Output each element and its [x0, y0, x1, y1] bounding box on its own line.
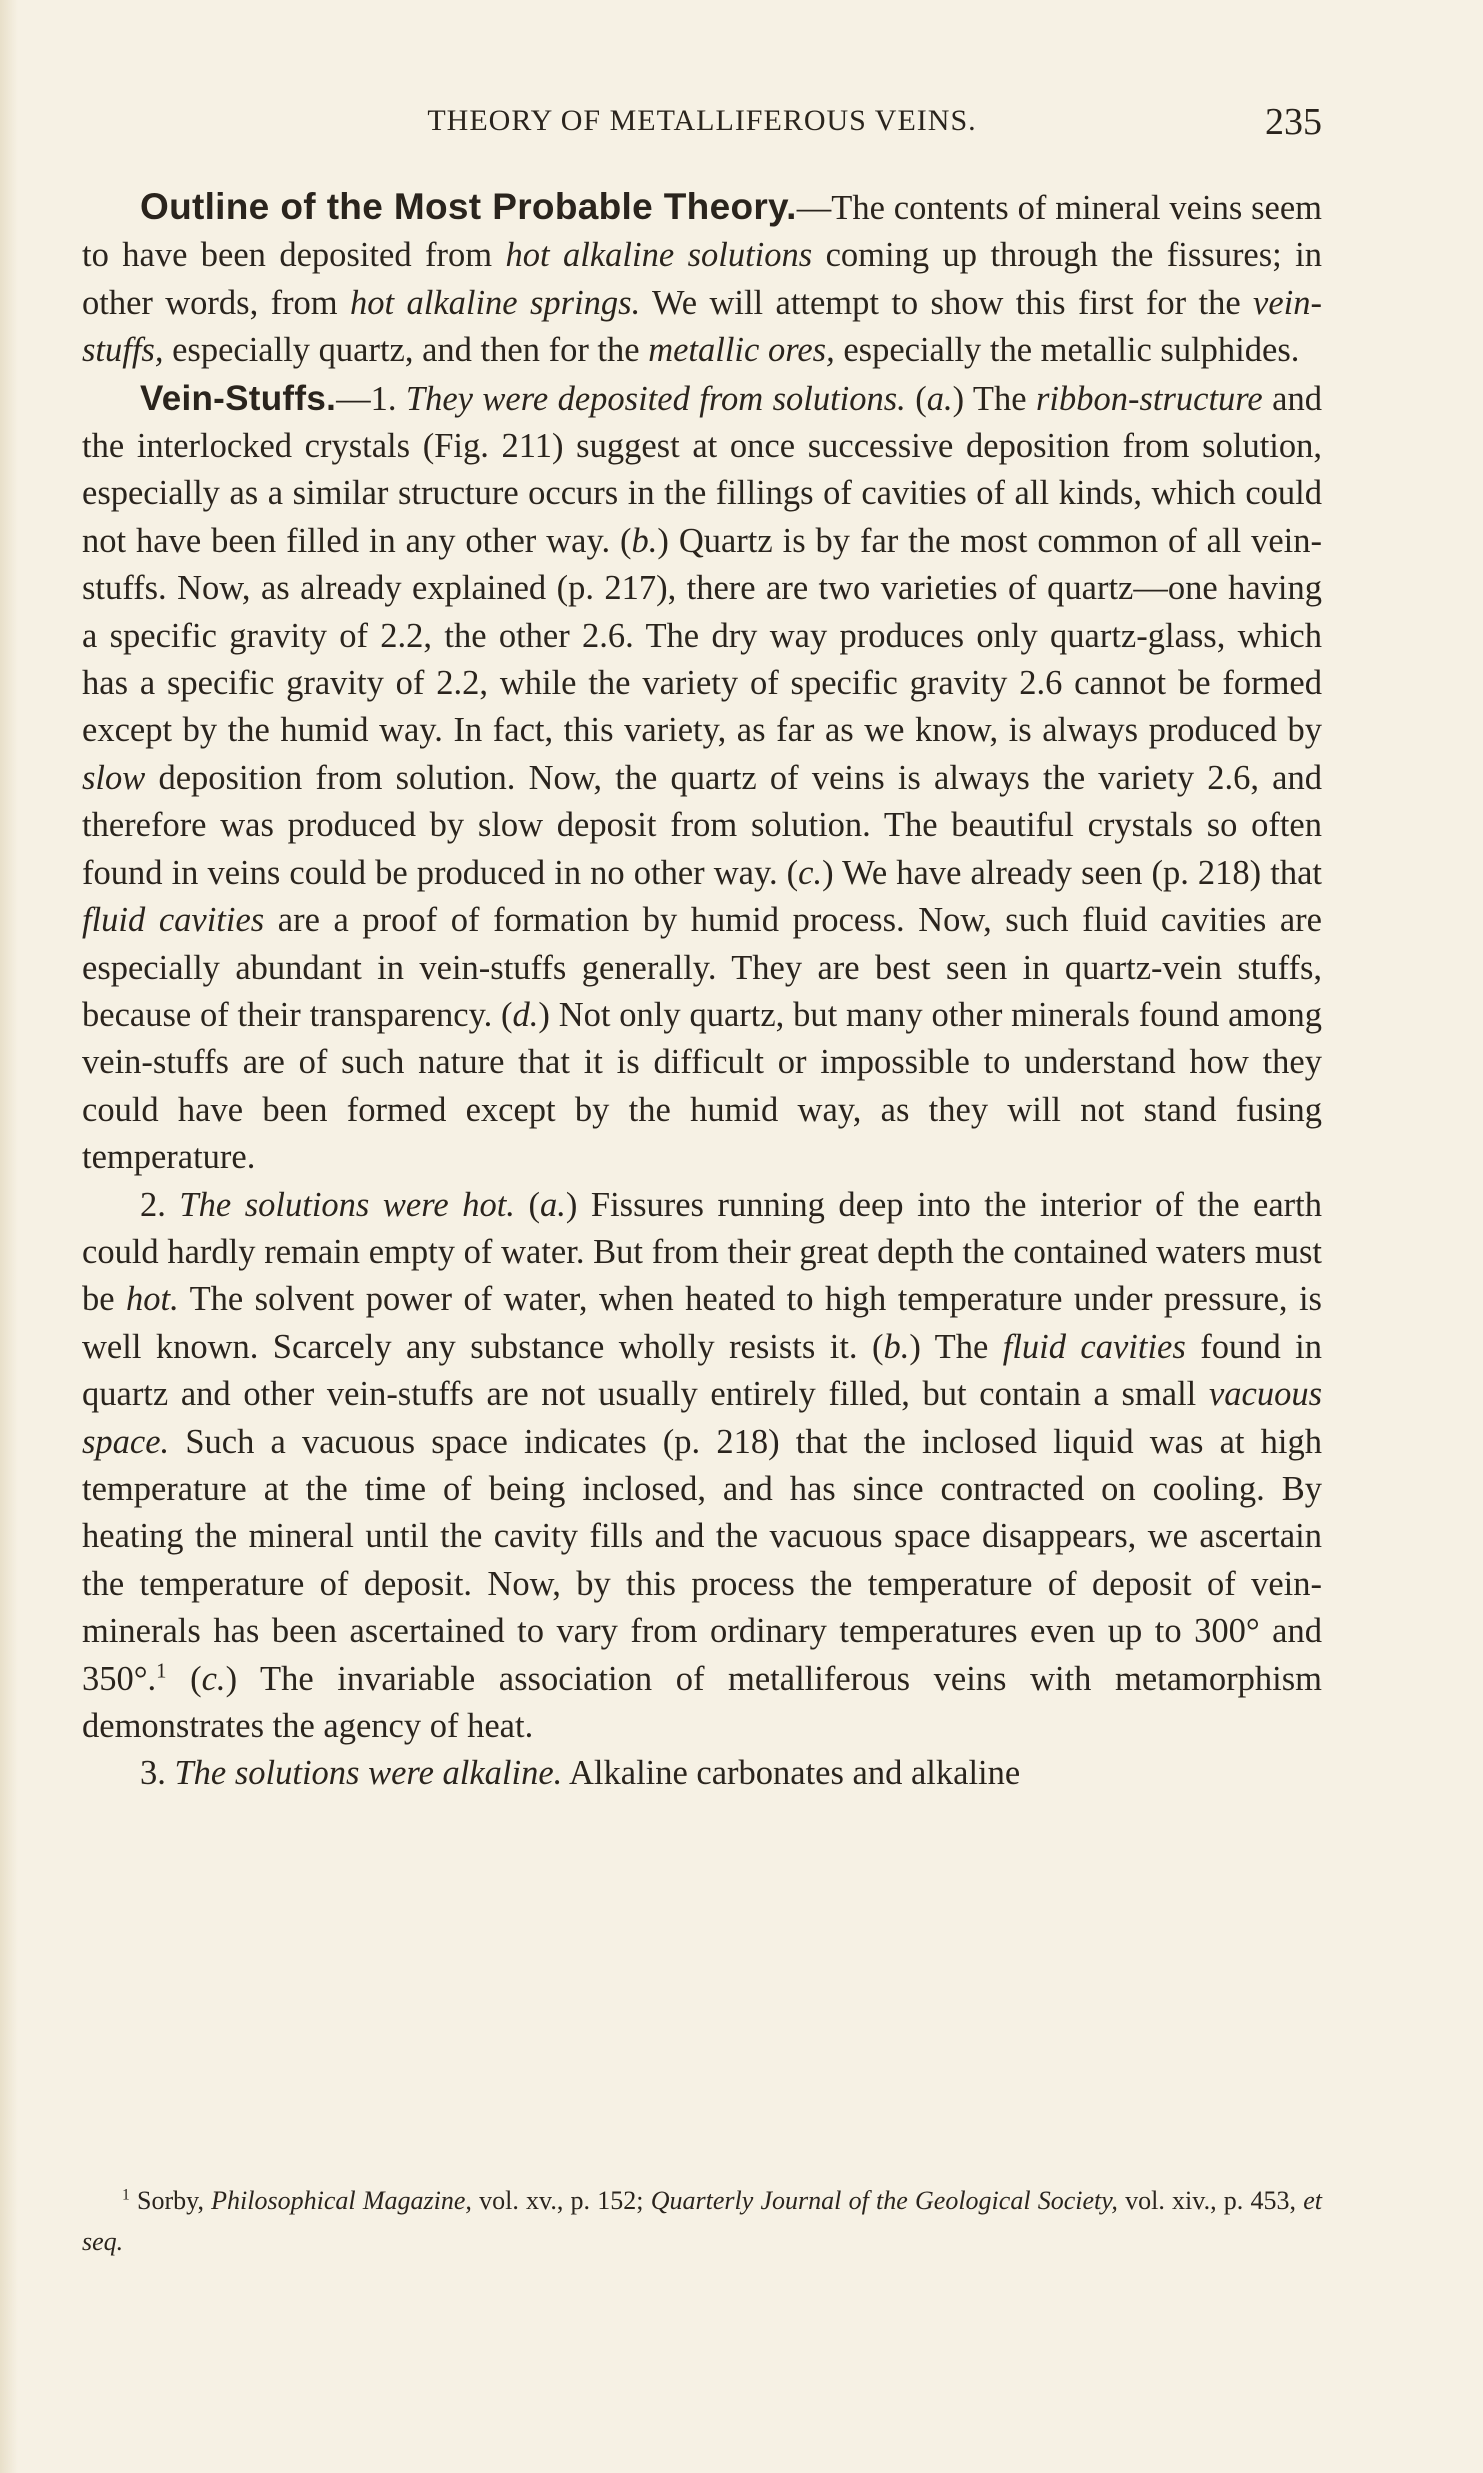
italic-run: The solutions were hot. [179, 1185, 515, 1224]
text-run: ) Not only quartz, but many other minerals found among vein-stuffs are of such nature that it is difficult or impossible to understand how they could have been formed except by the humid way, as they will not stand fusing temperature. [82, 995, 1322, 1177]
text-run: ( [905, 379, 927, 418]
run-in-heading: Vein-Stuffs. [140, 378, 337, 418]
italic-run: c. [201, 1659, 226, 1698]
italic-run: c. [798, 853, 823, 892]
italic-run: vein-stuffs, [82, 283, 1322, 370]
text-run: We will attempt to show this first for the [640, 283, 1254, 322]
body-text [82, 183, 1322, 1798]
italic-run: The solutions were alkaline. [174, 1754, 563, 1793]
text-run: ) Fissures running deep into the interior of the earth could hardly remain empty of water. But from their great depth the contained waters must be [82, 1185, 1322, 1319]
italic-run: b. [883, 1327, 910, 1366]
text-run: are a proof of formation by humid process. Now, such fluid cavities are especially abundant in vein-stuffs generally. They are best seen in quartz-vein stuffs, because of their transparency. ( [82, 901, 1322, 1034]
italic-run: vacuous space. [82, 1375, 1322, 1461]
text-run: The solvent power of water, when heated to high temperature under pressure, is well known. Scarcely any substance wholly resists it. ( [82, 1280, 1322, 1366]
italic-run: d. [512, 995, 539, 1034]
text-run: ( [166, 1659, 202, 1698]
italic-run: slow [82, 758, 146, 797]
paragraph [82, 183, 1322, 375]
text-run: ) The invariable association of metalliferous veins with metamorphism demonstrates the agency of heat. [82, 1659, 1322, 1745]
footnote-marker: 1 [122, 2186, 130, 2204]
text-run: Alkaline carbonates and alkaline [562, 1754, 1021, 1793]
text-run: and the interlocked crystals (Fig. 211) suggest at once successive deposition from solution, especially as a similar structure occurs in the fillings of cavities of all kinds, which could not have been filled in any other way. ( [82, 379, 1322, 560]
italic-run: hot. [126, 1280, 179, 1319]
text-run: found in quartz and other vein-stuffs are not usually entirely filled, but contain a small [82, 1327, 1322, 1414]
running-head: THEORY OF METALLIFEROUS VEINS. [427, 104, 977, 137]
italic-run: hot alkaline solutions [505, 236, 813, 275]
text-run: coming up through the fissures; in other words, from [82, 236, 1323, 322]
italic-run: Quarterly Journal of the Geological Society, [650, 2186, 1118, 2215]
italic-run: et seq. [82, 2186, 1323, 2256]
italic-run: fluid cavities [1002, 1327, 1186, 1366]
italic-run: ribbon-structure [1035, 379, 1263, 418]
italic-run: Philosophical Magazine, [211, 2186, 472, 2215]
page-edge-shadow [0, 0, 18, 2473]
text-run: Sorby, [129, 2186, 212, 2215]
italic-run: hot alkaline springs. [350, 283, 641, 322]
footnote-text [82, 2180, 1322, 2262]
text-run: ) The [909, 1327, 1003, 1366]
italic-run: fluid cavities [82, 901, 265, 940]
text-run: especially quartz, and then for the [163, 331, 649, 370]
footnote [82, 2180, 1322, 2262]
paragraph [82, 375, 1322, 1182]
text-run: ) We have already seen (p. 218) that [822, 853, 1322, 892]
italic-run: metallic ores, [648, 331, 835, 370]
text-run: ( [514, 1185, 540, 1224]
run-in-heading: Outline of the Most Probable Theory. [140, 186, 797, 227]
page-number: 235 [1265, 101, 1322, 143]
text-run: vol. xiv., p. 453, [1117, 2186, 1304, 2215]
italic-run: b. [631, 521, 658, 560]
text-run: especially the metallic sulphides. [834, 331, 1300, 370]
text-run: deposition from solution. Now, the quartz of veins is always the variety 2.6, and therefore was produced by slow deposit from solution. The beautiful crystals so often found in veins could be produced in no other way. ( [82, 758, 1322, 892]
page-header [82, 100, 1322, 150]
text-run: Such a vacuous space indicates (p. 218) that the inclosed liquid was at high temperature at the time of being inclosed, and has since contracted on cooling. By heating the mineral until the cavity fills and the vacuous space disappears, we ascertain the temperature of deposit. Now, by this process the temperature of deposit of vein-minerals has been ascertained to vary from ordinary temperatures even up to 300° and 350°. [82, 1422, 1322, 1698]
text-run: 3. [140, 1754, 175, 1793]
italic-run: a. [926, 379, 953, 418]
text-run: 2. [140, 1185, 180, 1224]
text-run: ) The [952, 379, 1036, 418]
text-run: —1. [336, 379, 406, 418]
footnote-marker: 1 [156, 1660, 167, 1683]
italic-run: a. [539, 1185, 566, 1224]
paragraph [82, 1750, 1322, 1797]
text-run: ) Quartz is by far the most common of all vein-stuffs. Now, as already explained (p. 217), there are two varieties of quartz—one having a specific gravity of 2.2, the other 2.6. The dry way produces only quartz-glass, which has a specific gravity of 2.2, while the variety of specific gravity 2.6 cannot be formed except by the humid way. In fact, this variety, as far as we know, is always produced by [82, 521, 1322, 750]
text-run: vol. xv., p. 152; [471, 2186, 651, 2215]
italic-run: They were deposited from solutions. [405, 379, 906, 418]
text-run: —The contents of mineral veins seem to have been deposited from [82, 189, 1322, 275]
paragraph [82, 1182, 1322, 1751]
